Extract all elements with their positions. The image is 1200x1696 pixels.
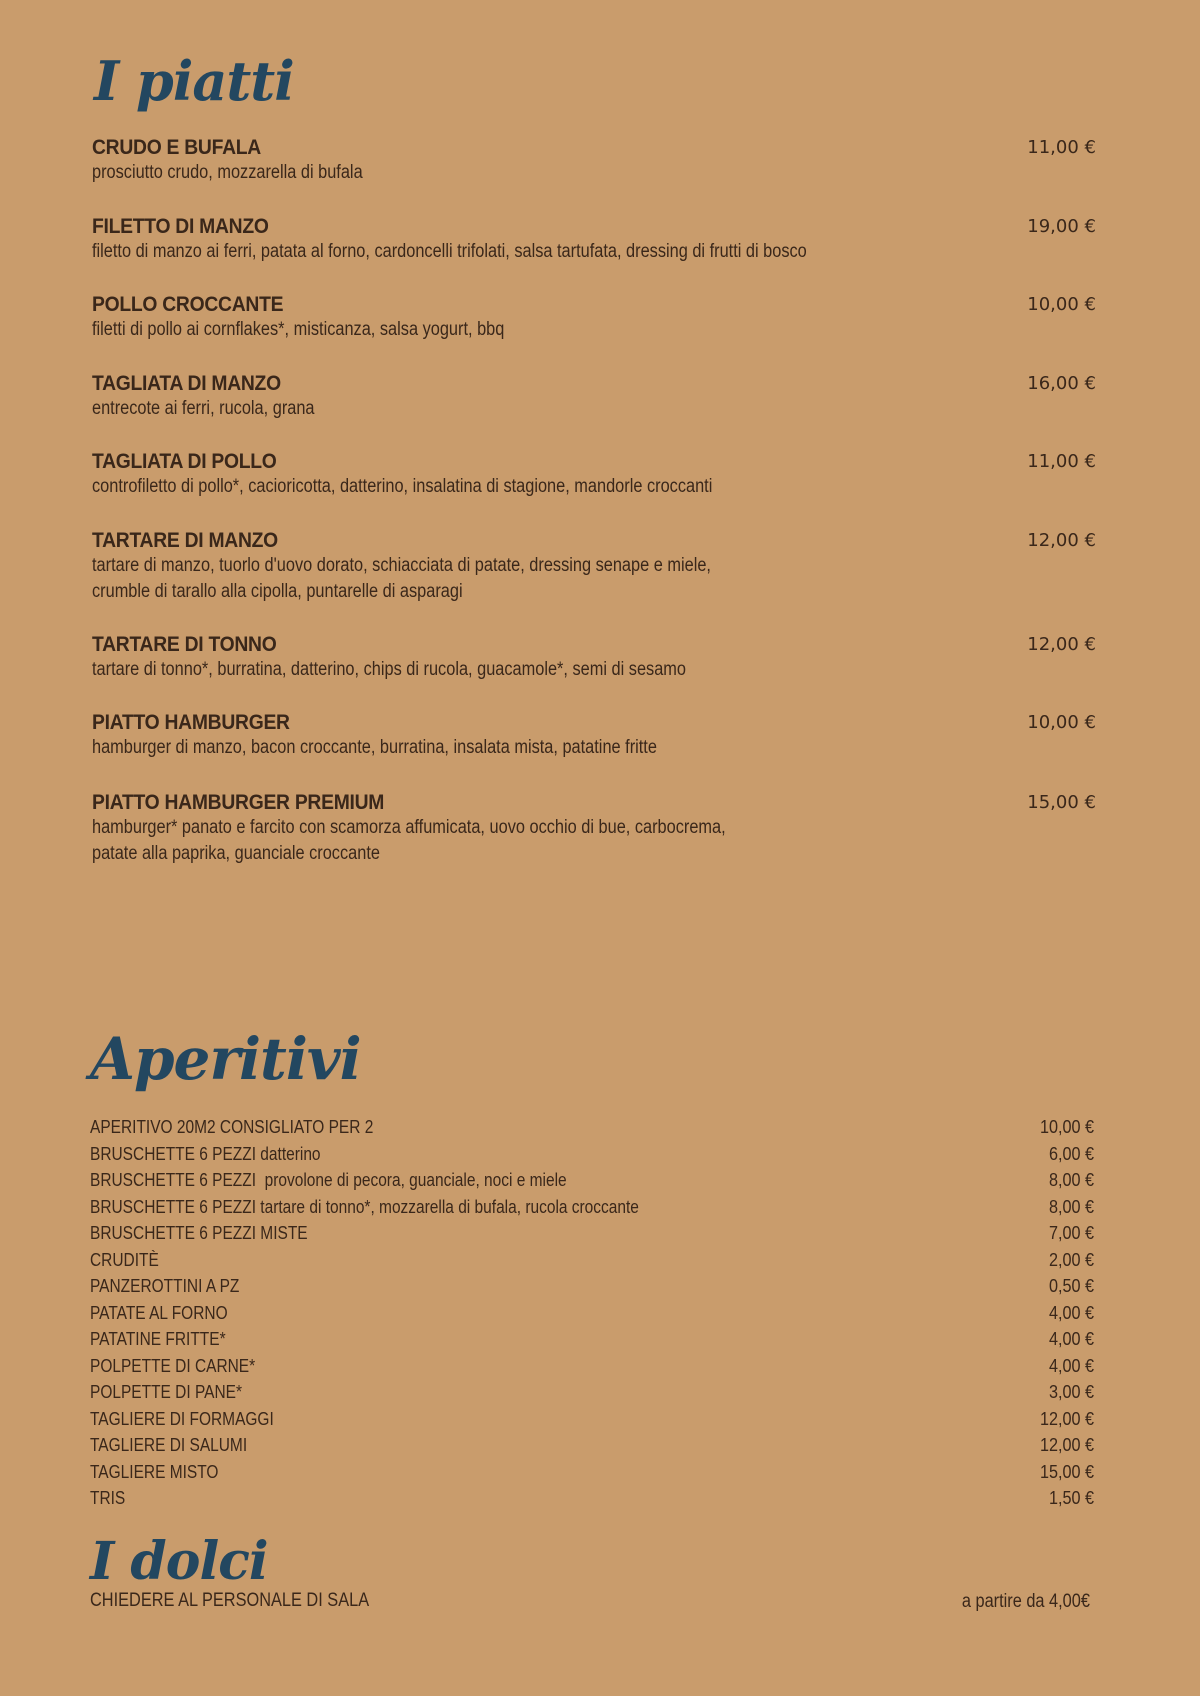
item-price: 4,00 € (1048, 1329, 1094, 1349)
list-item (90, 1247, 1094, 1274)
list-item (90, 1326, 1094, 1353)
dish-name: PIATTO HAMBURGER PREMIUM (92, 791, 385, 814)
item-name: TAGLIERE DI FORMAGGI (90, 1408, 274, 1429)
item-name: PATATE AL FORNO (90, 1302, 228, 1323)
section-title-dolci: I dolci (90, 1531, 268, 1592)
dish-description: entrecote ai ferri, rucola, grana (92, 398, 315, 419)
list-item (90, 1459, 1094, 1486)
item-price: 1,50 € (1048, 1488, 1094, 1508)
section-title-aperitivi: Aperitivi (90, 1025, 361, 1093)
dish-description: hamburger di manzo, bacon croccante, burratina, insalata mista, patatine fritte (92, 737, 657, 758)
aperitivi-list (90, 1114, 1094, 1512)
dish-name: TAGLIATA DI POLLO (92, 450, 277, 473)
list-item (90, 1300, 1094, 1327)
dish-name: CRUDO E BUFALA (92, 136, 261, 159)
dish-description: tartare di manzo, tuorlo d'uovo dorato, schiacciata di patate, dressing senape e miele, (92, 555, 711, 576)
list-item (90, 1485, 1094, 1512)
item-name: PANZEROTTINI A PZ (90, 1276, 240, 1296)
item-price: 3,00 € (1048, 1382, 1094, 1402)
dish-item (92, 372, 1096, 422)
dish-description: controfiletto di pollo*, cacioricotta, datterino, insalatina di stagione, mandorle croccanti (92, 476, 713, 497)
dish-price: 10,00 € (1027, 294, 1096, 315)
dish-price: 11,00 € (1027, 137, 1096, 158)
dish-price: 12,00 € (1027, 634, 1096, 655)
item-price: 6,00 € (1048, 1143, 1094, 1164)
item-price: 4,00 € (1048, 1302, 1094, 1323)
dish-name: FILETTO DI MANZO (92, 215, 269, 238)
dish-item (92, 633, 1096, 683)
dish-item (92, 293, 1096, 343)
dish-price: 19,00 € (1027, 216, 1096, 237)
dish-price: 12,00 € (1027, 530, 1096, 551)
item-price: 7,00 € (1048, 1223, 1094, 1243)
section-title-piatti: I piatti (94, 49, 294, 113)
list-item (90, 1406, 1094, 1433)
list-item (90, 1220, 1094, 1247)
item-price: 2,00 € (1048, 1249, 1094, 1270)
dish-name: PIATTO HAMBURGER (92, 711, 290, 734)
dish-description: filetti di pollo ai cornflakes*, misticanza, salsa yogurt, bbq (92, 319, 505, 340)
dish-price: 11,00 € (1027, 451, 1096, 472)
dish-price: 10,00 € (1027, 712, 1096, 733)
list-item (90, 1353, 1094, 1380)
dish-item (92, 136, 1096, 186)
item-price: 12,00 € (1039, 1408, 1094, 1429)
dish-description-line2: crumble di tarallo alla cipolla, puntarelle di asparagi (92, 581, 463, 602)
dish-item (92, 711, 1096, 761)
item-name: BRUSCHETTE 6 PEZZI tartare di tonno*, mozzarella di bufala, rucola croccante (90, 1196, 639, 1217)
dish-price: 16,00 € (1027, 373, 1096, 394)
list-item (90, 1167, 1094, 1194)
dish-item (92, 450, 1096, 500)
item-price: 0,50 € (1048, 1276, 1094, 1296)
dish-name: TARTARE DI MANZO (92, 529, 278, 552)
dish-name: TAGLIATA DI MANZO (92, 372, 281, 395)
list-item (90, 1432, 1094, 1459)
dish-name: TARTARE DI TONNO (92, 633, 277, 656)
item-price: 8,00 € (1048, 1170, 1094, 1190)
dish-description: filetto di manzo ai ferri, patata al forno, cardoncelli trifolati, salsa tartufata, dressing di frutti di bosco (92, 241, 807, 262)
dolci-price: a partire da 4,00€ (961, 1591, 1090, 1612)
list-item (90, 1194, 1094, 1221)
list-item (90, 1141, 1094, 1168)
dish-item (92, 529, 1096, 605)
item-name: APERITIVO 20M2 CONSIGLIATO PER 2 (90, 1117, 374, 1137)
dish-description: prosciutto crudo, mozzarella di bufala (92, 162, 363, 183)
item-name: POLPETTE DI CARNE* (90, 1355, 256, 1376)
list-item (90, 1379, 1094, 1406)
item-price: 15,00 € (1039, 1461, 1094, 1482)
dish-description: tartare di tonno*, burratina, datterino, chips di rucola, guacamole*, semi di sesamo (92, 659, 687, 680)
dolci-note: CHIEDERE AL PERSONALE DI SALA (90, 1590, 370, 1611)
item-price: 4,00 € (1048, 1355, 1094, 1376)
item-name: TAGLIERE MISTO (90, 1461, 219, 1482)
item-name: BRUSCHETTE 6 PEZZI datterino (90, 1143, 321, 1164)
item-price: 12,00 € (1039, 1435, 1094, 1455)
dish-description-line2: patate alla paprika, guanciale croccante (92, 843, 380, 864)
item-price: 8,00 € (1048, 1196, 1094, 1217)
item-name: POLPETTE DI PANE* (90, 1382, 242, 1402)
list-item (90, 1114, 1094, 1141)
item-name: PATATINE FRITTE* (90, 1329, 226, 1349)
dish-item (92, 791, 1096, 867)
item-name: BRUSCHETTE 6 PEZZI MISTE (90, 1223, 308, 1243)
item-name: TAGLIERE DI SALUMI (90, 1435, 248, 1455)
dish-name: POLLO CROCCANTE (92, 293, 284, 316)
item-name: CRUDITÈ (90, 1249, 159, 1270)
dish-description: hamburger* panato e farcito con scamorza affumicata, uovo occhio di bue, carbocrema, (92, 817, 726, 838)
list-item (90, 1273, 1094, 1300)
dish-price: 15,00 € (1027, 792, 1096, 813)
item-name: TRIS (90, 1488, 126, 1508)
dish-item (92, 215, 1096, 265)
item-name: BRUSCHETTE 6 PEZZI provolone di pecora, guanciale, noci e miele (90, 1170, 567, 1190)
item-price: 10,00 € (1039, 1117, 1094, 1137)
